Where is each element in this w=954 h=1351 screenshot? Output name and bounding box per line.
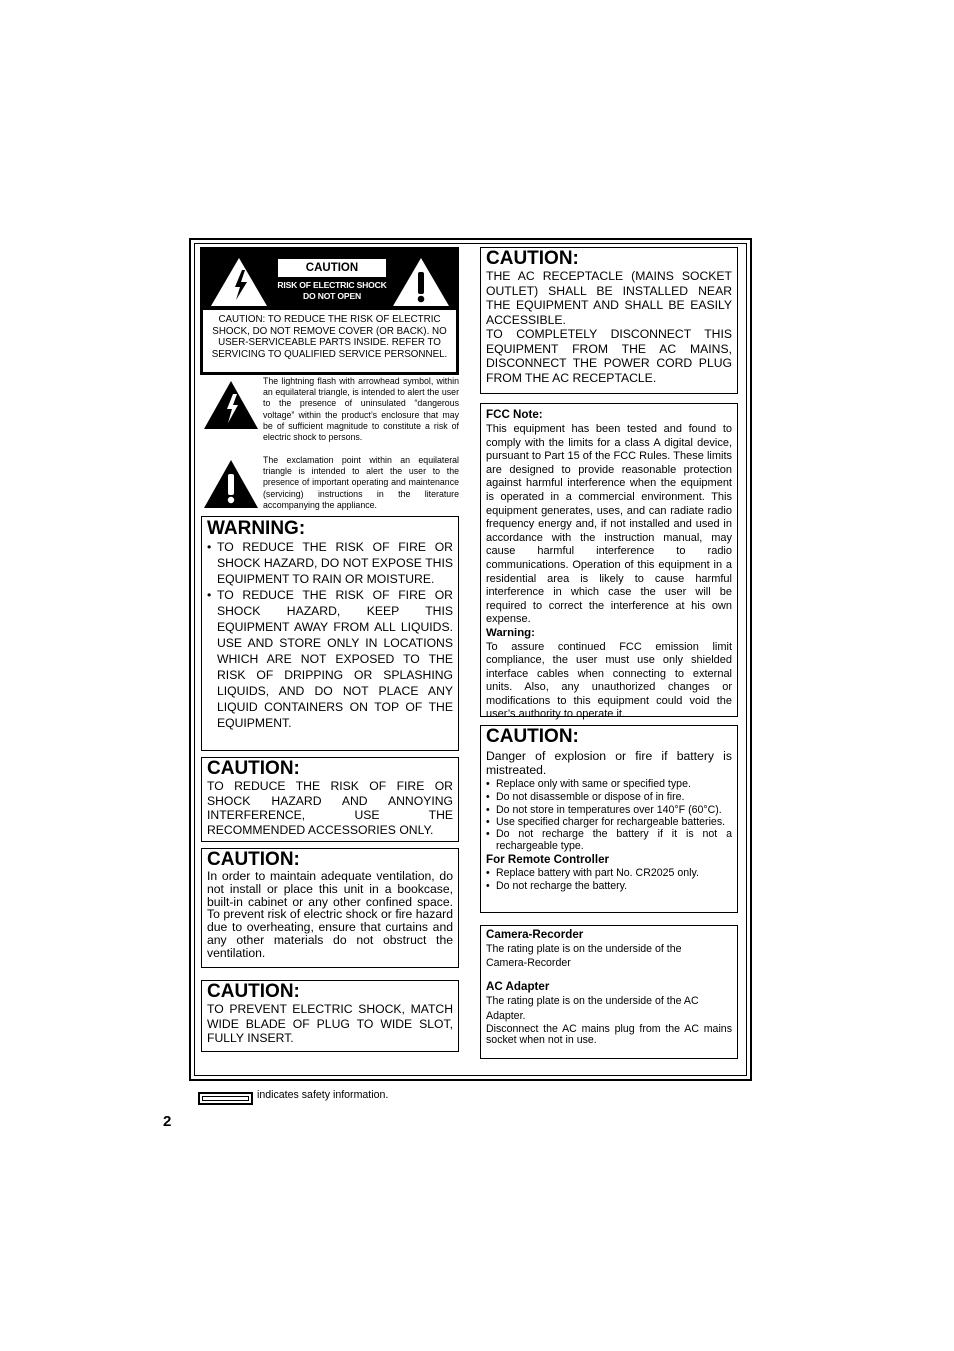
- caution-receptacle-title: CAUTION:: [486, 248, 579, 269]
- risk-text: [277, 278, 387, 302]
- warning-item: • TO REDUCE THE RISK OF FIRE OR SHOCK HAZARD, DO NOT EXPOSE THIS EQUIPMENT TO RAIN OR MOISTURE.: [207, 539, 453, 587]
- battery-item: • Do not recharge the battery if it is not a rechargeable type.: [486, 828, 732, 852]
- safety-legend-text: indicates safety information.: [257, 1089, 389, 1101]
- shock-notice: CAUTION: TO REDUCE THE RISK OF ELECTRIC SHOCK, DO NOT REMOVE COVER (OR BACK). NO USER-SERVICEABLE PARTS INSIDE. REFER TO SERVICING TO QUALIFIED SERVICE PERSONNEL.: [211, 314, 448, 360]
- caution-plug-box: [201, 980, 459, 1052]
- caution-receptacle-p1: THE AC RECEPTACLE (MAINS SOCKET OUTLET) SHALL BE INSTALLED NEAR THE EQUIPMENT AND SHALL BE EASILY ACCESSIBLE.: [486, 269, 732, 327]
- caution-ventilation-title: CAUTION:: [207, 849, 300, 870]
- caution-accessories-text: TO REDUCE THE RISK OF FIRE OR SHOCK HAZARD AND ANNOYING INTERFERENCE, USE THE RECOMMENDED ACCESSORIES ONLY.: [207, 779, 453, 837]
- warning-item: • TO REDUCE THE RISK OF FIRE OR SHOCK HAZARD, KEEP THIS EQUIPMENT AWAY FROM ALL LIQUIDS. USE AND STORE ONLY IN LOCATIONS WHICH ARE NOT EXPOSED TO THE RISK OF DRIPPING OR SPLASHING LIQUIDS, AND DO NOT PLACE ANY LIQUID CONTAINERS ON TOP OF THE EQUIPMENT.: [207, 587, 453, 731]
- ac-adapter-title: AC Adapter: [486, 980, 550, 993]
- battery-item: • Use specified charger for rechargeable batteries.: [486, 816, 732, 828]
- caution-accessories-title: CAUTION:: [207, 758, 300, 779]
- caution-battery-box: [480, 725, 738, 913]
- risk-line-1: RISK OF ELECTRIC SHOCK: [277, 280, 387, 290]
- caution-plug-text: TO PREVENT ELECTRIC SHOCK, MATCH WIDE BLADE OF PLUG TO WIDE SLOT, FULLY INSERT.: [207, 1002, 453, 1045]
- warning-box: [201, 516, 459, 751]
- adapter-rating-line-2: Adapter.: [486, 1010, 526, 1022]
- disconnect-note: Disconnect the AC mains plug from the AC mains socket when not in use.: [486, 1023, 732, 1047]
- caution-plate: [277, 258, 387, 305]
- remote-controller-title: For Remote Controller: [486, 853, 610, 867]
- shock-caution-label: [200, 247, 459, 375]
- battery-list: [486, 778, 732, 852]
- exclamation-symbol-icon: [203, 459, 259, 509]
- warning-list: [207, 539, 453, 731]
- battery-item: • Do not store in temperatures over 140°F (60°C).: [486, 804, 732, 817]
- fcc-note-text: This equipment has been tested and found to comply with the limits for a class A digital device, pursuant to Part 15 of the FCC Rules. These limits are designed to provide reasonable protection against harmful interference when the equipment is operated in a commercial environment. This equipment generates, uses, and can radiate radio frequency energy and, if not installed and used in accordance with the instruction manual, may cause harmful interference to radio communications. Operation of this equipment in a residential area is likely to cause harmful interference in which case the user will be required to correct the interference at his own expense.: [486, 423, 732, 626]
- fcc-warning-title: Warning:: [486, 626, 535, 639]
- caution-battery-title: CAUTION:: [486, 726, 579, 747]
- battery-item: • Replace only with same or specified type.: [486, 778, 732, 791]
- fcc-warning-text: To assure continued FCC emission limit compliance, the user must use only shielded interface cables when connecting to external units. Also, any unauthorized changes or modifications to this equipment could void the user’s authority to operate it.: [486, 640, 732, 721]
- caution-receptacle-box: [480, 247, 738, 394]
- fcc-note-box: [480, 403, 738, 721]
- adapter-rating-line-1: The rating plate is on the underside of the AC: [486, 995, 699, 1007]
- remote-list: [486, 867, 732, 893]
- rating-plate-box: [480, 925, 738, 1059]
- lightning-triangle-icon: [209, 256, 269, 308]
- caution-ventilation-text: In order to maintain adequate ventilation, do not install or place this unit in a bookcase, built-in cabinet or any other confined space. To prevent risk of electric shock or fire hazard due to overheating, ensure that curtains and any other materials do not obstruct the ventilation.: [207, 869, 453, 960]
- caution-accessories-box: [201, 757, 459, 842]
- remote-item: • Replace battery with part No. CR2025 only.: [486, 867, 732, 880]
- fcc-note-title: FCC Note:: [486, 408, 543, 421]
- caution-plug-title: CAUTION:: [207, 981, 300, 1002]
- caution-plate-title: CAUTION: [277, 258, 387, 278]
- exclamation-symbol-text: The exclamation point within an equilateral triangle is intended to alert the user to the presence of important operating and maintenance (servicing) instructions in the literature accompanying the appliance.: [263, 455, 459, 510]
- label-header: [203, 250, 456, 310]
- page-number: 2: [163, 1113, 172, 1130]
- remote-item: • Do not recharge the battery.: [486, 880, 732, 893]
- risk-line-2: DO NOT OPEN: [303, 291, 361, 301]
- battery-item: • Do not disassemble or dispose of in fire.: [486, 791, 732, 804]
- caution-battery-intro: Danger of explosion or fire if battery is mistreated.: [486, 749, 732, 777]
- camera-rating-line-2: Camera-Recorder: [486, 957, 571, 969]
- camera-rating-line-1: The rating plate is on the underside of the: [486, 943, 682, 955]
- lightning-symbol-icon: [203, 380, 259, 430]
- caution-receptacle-p2: TO COMPLETELY DISCONNECT THIS EQUIPMENT FROM THE AC MAINS, DISCONNECT THE POWER CORD PLUG FROM THE AC RECEPTACLE.: [486, 327, 732, 385]
- lightning-symbol-text: The lightning flash with arrowhead symbol, within an equilateral triangle, is intended to alert the user to the presence of uninsulated “dangerous voltage” within the product’s enclosure that may be of sufficient magnitude to constitute a risk of electric shock to persons.: [263, 376, 459, 443]
- safety-legend-box-icon: [198, 1092, 253, 1105]
- exclamation-triangle-icon: [391, 256, 451, 308]
- caution-ventilation-box: [201, 848, 459, 968]
- camera-recorder-title: Camera-Recorder: [486, 928, 584, 941]
- warning-title: WARNING:: [207, 518, 306, 539]
